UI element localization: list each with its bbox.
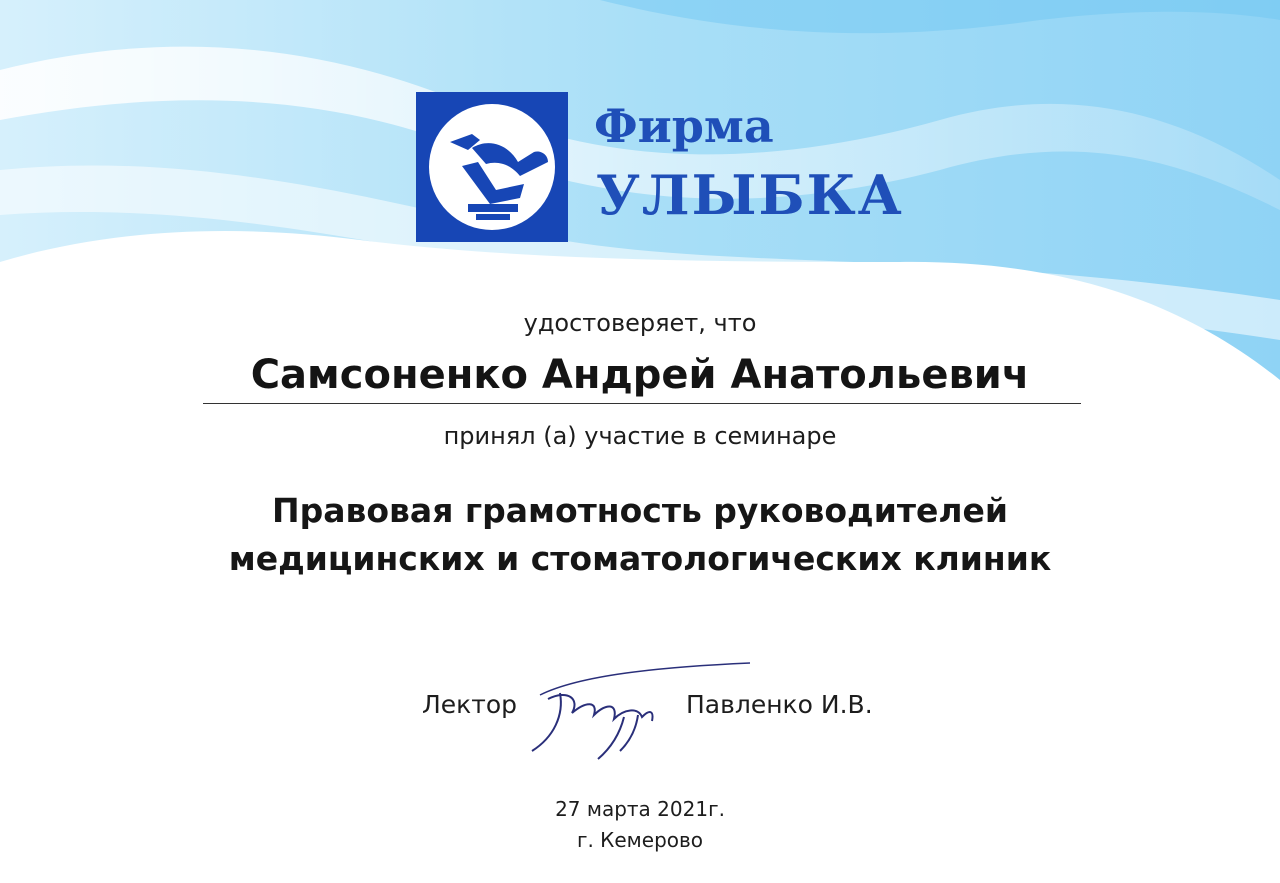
issue-city: г. Кемерово xyxy=(576,828,704,852)
name-underline xyxy=(203,403,1081,404)
participant-name: Самсоненко Андрей Анатольевич xyxy=(250,352,1030,398)
logo-box xyxy=(416,92,568,242)
participated-text: принял (а) участие в семинаре xyxy=(443,422,837,450)
brand-name-line1: Фирма xyxy=(594,99,774,153)
seminar-title-line1: Правовая грамотность руководителей xyxy=(271,491,1009,530)
brand-name-line2: УЛЫБКА xyxy=(596,163,904,227)
seminar-title-line2: медицинских и стоматологических клиник xyxy=(228,539,1052,578)
lecturer-name: Павленко И.В. xyxy=(686,690,873,719)
seminar-title xyxy=(0,487,1280,583)
issue-date: 27 марта 2021г. xyxy=(555,797,725,821)
certifies-text: удостоверяет, что xyxy=(523,309,757,337)
lecturer-label: Лектор xyxy=(422,690,518,719)
dental-chair-logo-icon xyxy=(416,92,568,242)
